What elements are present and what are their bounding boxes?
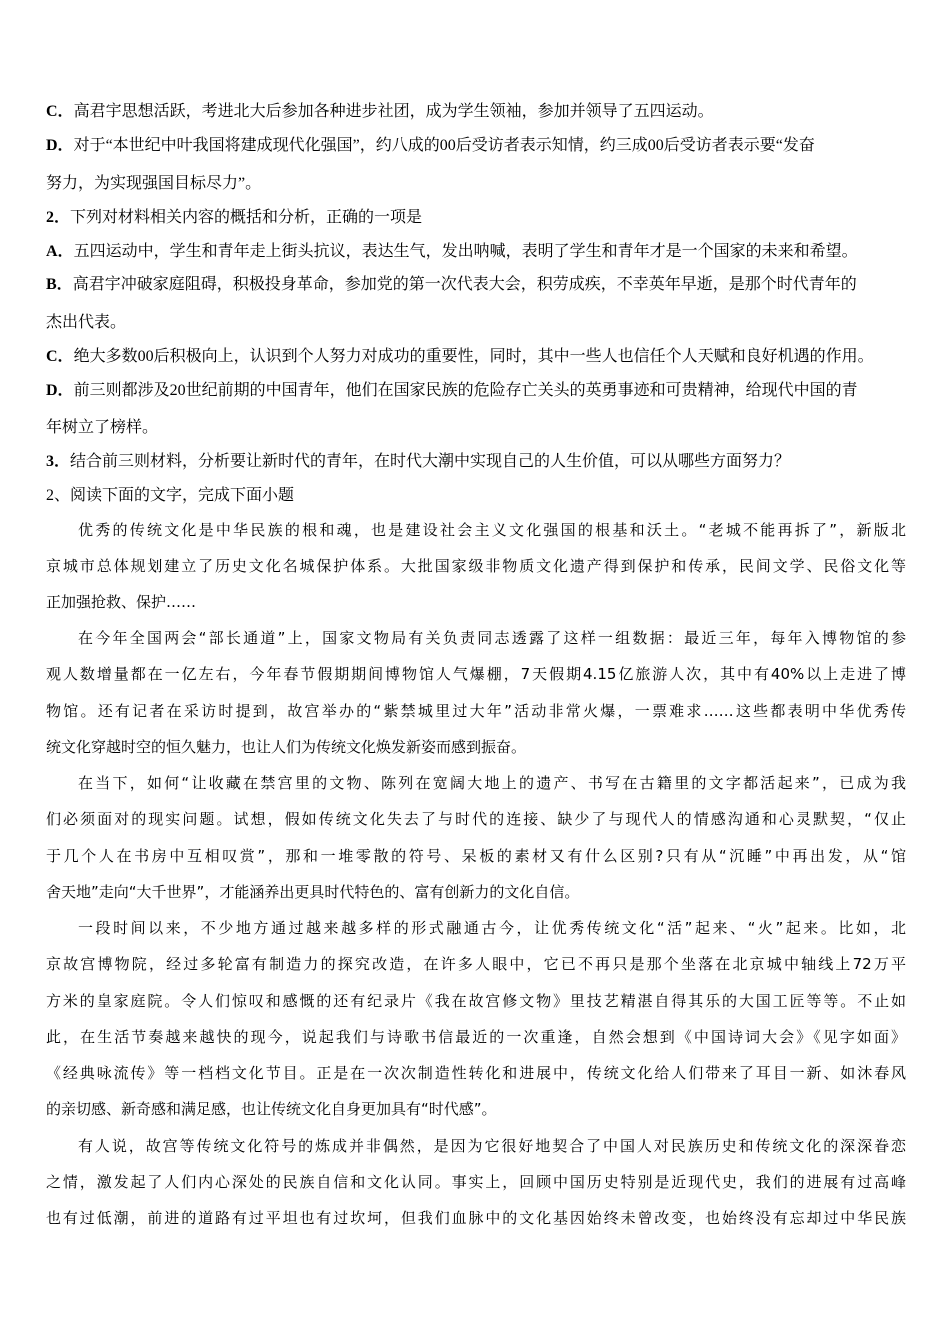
passage-line: 于几个人在书房中互相叹赏”，那和一堆零散的符号、呆板的素材又有什么区别?只有从“沉睡”中再出发，从“馆 bbox=[46, 847, 906, 865]
passage-line: 在今年全国两会“部长通道”上，国家文物局有关负责同志透露了这样一组数据：最近三年，每年入博物馆的参 bbox=[78, 629, 906, 647]
question-number: 3． bbox=[46, 453, 71, 470]
option-label: D． bbox=[46, 382, 74, 399]
passage-line: 一段时间以来，不少地方通过越来越多样的形式融通古今，让优秀传统文化“活”起来、“火”起来。比如，北 bbox=[78, 919, 906, 937]
option-text: 努力，为实现强国目标尽力”。 bbox=[46, 175, 262, 192]
question-text: 下列对材料相关内容的概括和分析，正确的一项是 bbox=[70, 209, 423, 226]
option-d-line-2 bbox=[46, 173, 906, 195]
passage-line: 此，在生活节奏越来越快的现今，说起我们与诗歌书信最近的一次重逢，自然会想到《中国诗词大会》《见字如面》 bbox=[46, 1028, 906, 1046]
option-c-line-1 bbox=[46, 101, 906, 123]
option-label: C． bbox=[46, 348, 74, 365]
option-text: 五四运动中，学生和青年走上街头抗议，表达生气，发出呐喊，表明了学生和青年才是一个国家的未来和希望。 bbox=[73, 243, 858, 260]
passage-line: 正加强抢救、保护…… bbox=[46, 593, 197, 611]
question-3-stem bbox=[46, 451, 906, 473]
passage-line: 京城市总体规划建立了历史文化名城保护体系。大批国家级非物质文化遗产得到保护和传承，民间文学、民俗文化等 bbox=[46, 557, 906, 575]
passage-line: 观人数增量都在一亿左右，今年春节假期期间博物馆人气爆棚，7天假期4.15亿旅游人次，其中有40%以上走进了博 bbox=[46, 665, 906, 683]
passage-line: 也有过低潮，前进的道路有过平坦也有过坎坷，但我们血脉中的文化基因始终未曾改变，也始终没有忘却过中华民族 bbox=[46, 1209, 906, 1227]
option-b-line-2 bbox=[46, 312, 906, 334]
passage-line: 京故宫博物院，经过多轮富有制造力的探究改造，在许多人眼中，它已不再只是那个坐落在北京城中轴线上72万平 bbox=[46, 955, 906, 973]
option-d2-line-2 bbox=[46, 417, 906, 439]
option-text: 绝大多数00后积极向上，认识到个人努力对成功的重要性，同时，其中一些人也信任个人天赋和良好机遇的作用。 bbox=[73, 348, 874, 365]
option-text: 杰出代表。 bbox=[46, 314, 127, 331]
option-c2-line-1 bbox=[46, 346, 906, 368]
option-label: C． bbox=[46, 103, 74, 120]
option-label: A． bbox=[46, 243, 74, 260]
passage-line: 们必须面对的现实问题。试想，假如传统文化失去了与时代的连接、缺少了与现代人的情感沟通和心灵默契，“仅止 bbox=[46, 810, 906, 828]
passage-line: 的亲切感、新奇感和满足感，也让传统文化自身更加具有“时代感”。 bbox=[46, 1100, 497, 1118]
option-b-line-1 bbox=[46, 274, 906, 296]
passage-line: 《经典咏流传》等一档档文化节目。正是在一次次制造性转化和进展中，传统文化给人们带来了耳目一新、如沐春风 bbox=[46, 1064, 906, 1082]
option-label: B． bbox=[46, 276, 73, 293]
passage-line: 有人说，故宫等传统文化符号的炼成并非偶然，是因为它很好地契合了中国人对民族历史和传统文化的深深眷恋 bbox=[78, 1137, 906, 1155]
passage-line: 舍天地”走向“大千世界”，才能涵养出更具时代特色的、富有创新力的文化自信。 bbox=[46, 883, 580, 901]
passage-line: 统文化穿越时空的恒久魅力，也让人们为传统文化焕发新姿而感到振奋。 bbox=[46, 738, 527, 756]
option-text: 年树立了榜样。 bbox=[46, 419, 159, 436]
passage-line: 物馆。还有记者在采访时提到，故宫举办的“紫禁城里过大年”活动非常火爆，一票难求……这些都表明中华优秀传 bbox=[46, 702, 906, 720]
instruction-text: 2、阅读下面的文字，完成下面小题 bbox=[46, 487, 295, 504]
option-text: 对于“本世纪中叶我国将建成现代化强国”，约八成的00后受访者表示知情，约三成00后受访者表示要“发奋 bbox=[73, 137, 815, 154]
option-d-line-1 bbox=[46, 135, 906, 157]
option-label: D． bbox=[46, 137, 74, 154]
question-number: 2． bbox=[46, 209, 71, 226]
question-2-stem bbox=[46, 207, 906, 229]
option-d2-line-1 bbox=[46, 380, 906, 402]
passage-line: 之情，激发起了人们内心深处的民族自信和文化认同。事实上，回顾中国历史特别是近现代史，我们的进展有过高峰 bbox=[46, 1173, 906, 1191]
option-text: 前三则都涉及20世纪前期的中国青年，他们在国家民族的危险存亡关头的英勇事迹和可贵精神，给现代中国的青 bbox=[73, 382, 858, 399]
option-text: 高君宇思想活跃，考进北大后参加各种进步社团，成为学生领袖，参加并领导了五四运动。 bbox=[73, 103, 714, 120]
option-text: 高君宇冲破家庭阻碍，积极投身革命，参加党的第一次代表大会，积劳成疾，不幸英年早逝，是那个时代青年的 bbox=[72, 276, 857, 293]
question-text: 结合前三则材料，分析要让新时代的青年，在时代大潮中实现自己的人生价值，可以从哪些方面努力？ bbox=[70, 453, 791, 470]
passage-line: 在当下，如何“让收藏在禁宫里的文物、陈列在宽阔大地上的遗产、书写在古籍里的文字都活起来”，已成为我 bbox=[78, 774, 906, 792]
passage-line: 方米的皇家庭院。令人们惊叹和感慨的还有纪录片《我在故宫修文物》里技艺精湛自得其乐的大国工匠等等。不止如 bbox=[46, 992, 906, 1010]
passage-line: 优秀的传统文化是中华民族的根和魂，也是建设社会主义文化强国的根基和沃土。“老城不能再拆了”，新版北 bbox=[78, 521, 906, 539]
option-a-line-1 bbox=[46, 241, 906, 263]
reading-instruction bbox=[46, 485, 906, 507]
